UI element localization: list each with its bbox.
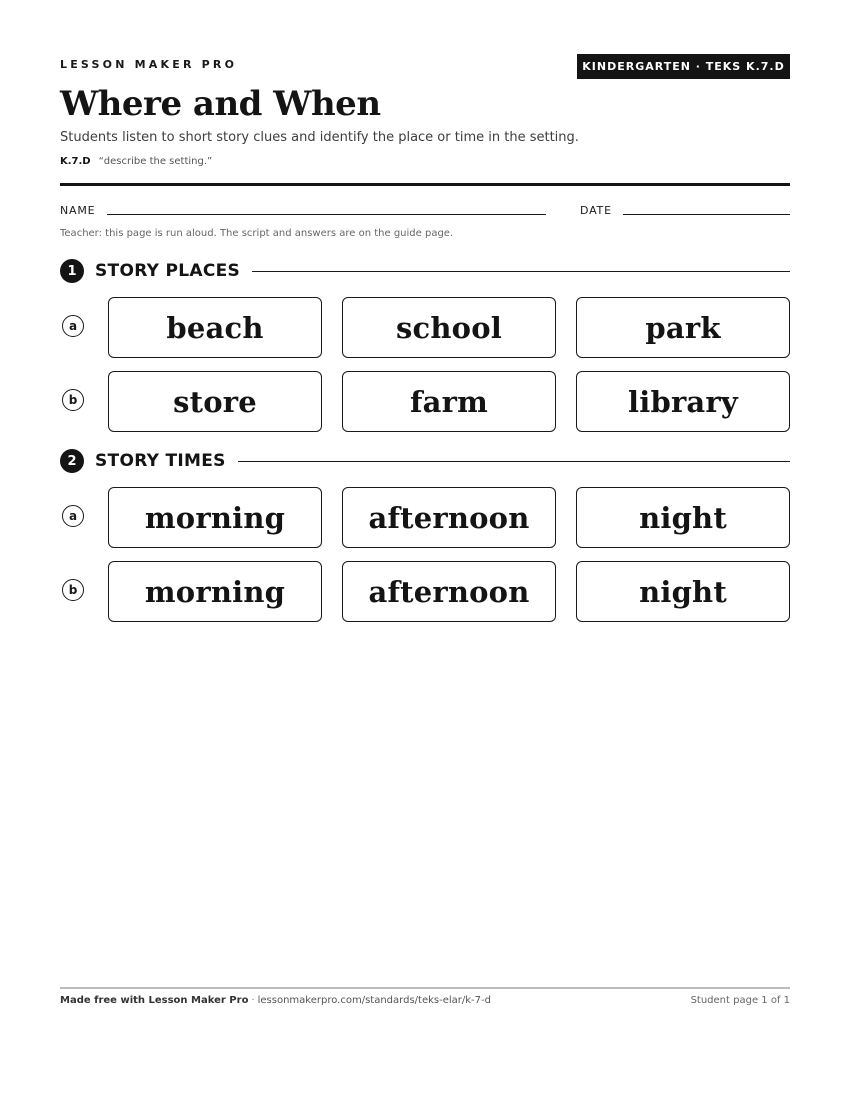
answer-card[interactable]: store xyxy=(108,371,322,432)
standard-reference xyxy=(60,156,212,167)
answer-card[interactable]: night xyxy=(576,561,790,622)
question-row xyxy=(60,371,790,433)
question-row xyxy=(60,487,790,549)
page-number: Student page 1 of 1 xyxy=(690,995,790,1006)
section-title: STORY TIMES xyxy=(95,451,226,471)
section-divider xyxy=(252,271,790,272)
question-row xyxy=(60,561,790,623)
section-story-places xyxy=(60,259,790,283)
answer-card[interactable]: morning xyxy=(108,561,322,622)
answer-card[interactable]: school xyxy=(342,297,556,358)
answer-card[interactable]: night xyxy=(576,487,790,548)
answer-card[interactable]: afternoon xyxy=(342,561,556,622)
brand-name: LESSON MAKER PRO xyxy=(60,58,238,71)
answer-card[interactable]: afternoon xyxy=(342,487,556,548)
section-story-times xyxy=(60,449,790,473)
section-title: STORY PLACES xyxy=(95,261,241,281)
footer-divider xyxy=(60,987,790,989)
row-letter-badge[interactable]: a xyxy=(62,505,84,527)
header-divider xyxy=(60,183,790,186)
standard-code: K.7.D xyxy=(60,156,91,167)
footer-made-with: Made free with Lesson Maker Pro xyxy=(60,995,249,1006)
name-label: NAME xyxy=(60,204,96,217)
page-subtitle: Students listen to short story clues and identify the place or time in the setting. xyxy=(60,130,579,145)
answer-card[interactable]: library xyxy=(576,371,790,432)
grade-standard-badge: KINDERGARTEN · TEKS K.7.D xyxy=(577,54,790,79)
footer-separator: · xyxy=(251,995,255,1006)
date-label: DATE xyxy=(580,204,612,217)
answer-card[interactable]: beach xyxy=(108,297,322,358)
section-divider xyxy=(238,461,790,462)
answer-card[interactable]: morning xyxy=(108,487,322,548)
row-letter-badge[interactable]: b xyxy=(62,579,84,601)
page-title: Where and When xyxy=(60,84,381,124)
answer-card[interactable]: farm xyxy=(342,371,556,432)
name-field[interactable] xyxy=(107,214,546,215)
question-row xyxy=(60,297,790,359)
standard-quote: “describe the setting.” xyxy=(98,156,213,167)
footer-credit xyxy=(60,995,491,1006)
section-number-badge: 2 xyxy=(60,449,84,473)
teacher-note: Teacher: this page is run aloud. The script and answers are on the guide page. xyxy=(60,228,454,239)
row-letter-badge[interactable]: b xyxy=(62,389,84,411)
footer-url[interactable]: lessonmakerpro.com/standards/teks-elar/k-7-d xyxy=(257,995,491,1006)
section-number-badge: 1 xyxy=(60,259,84,283)
row-letter-badge[interactable]: a xyxy=(62,315,84,337)
answer-card[interactable]: park xyxy=(576,297,790,358)
date-field[interactable] xyxy=(623,214,790,215)
